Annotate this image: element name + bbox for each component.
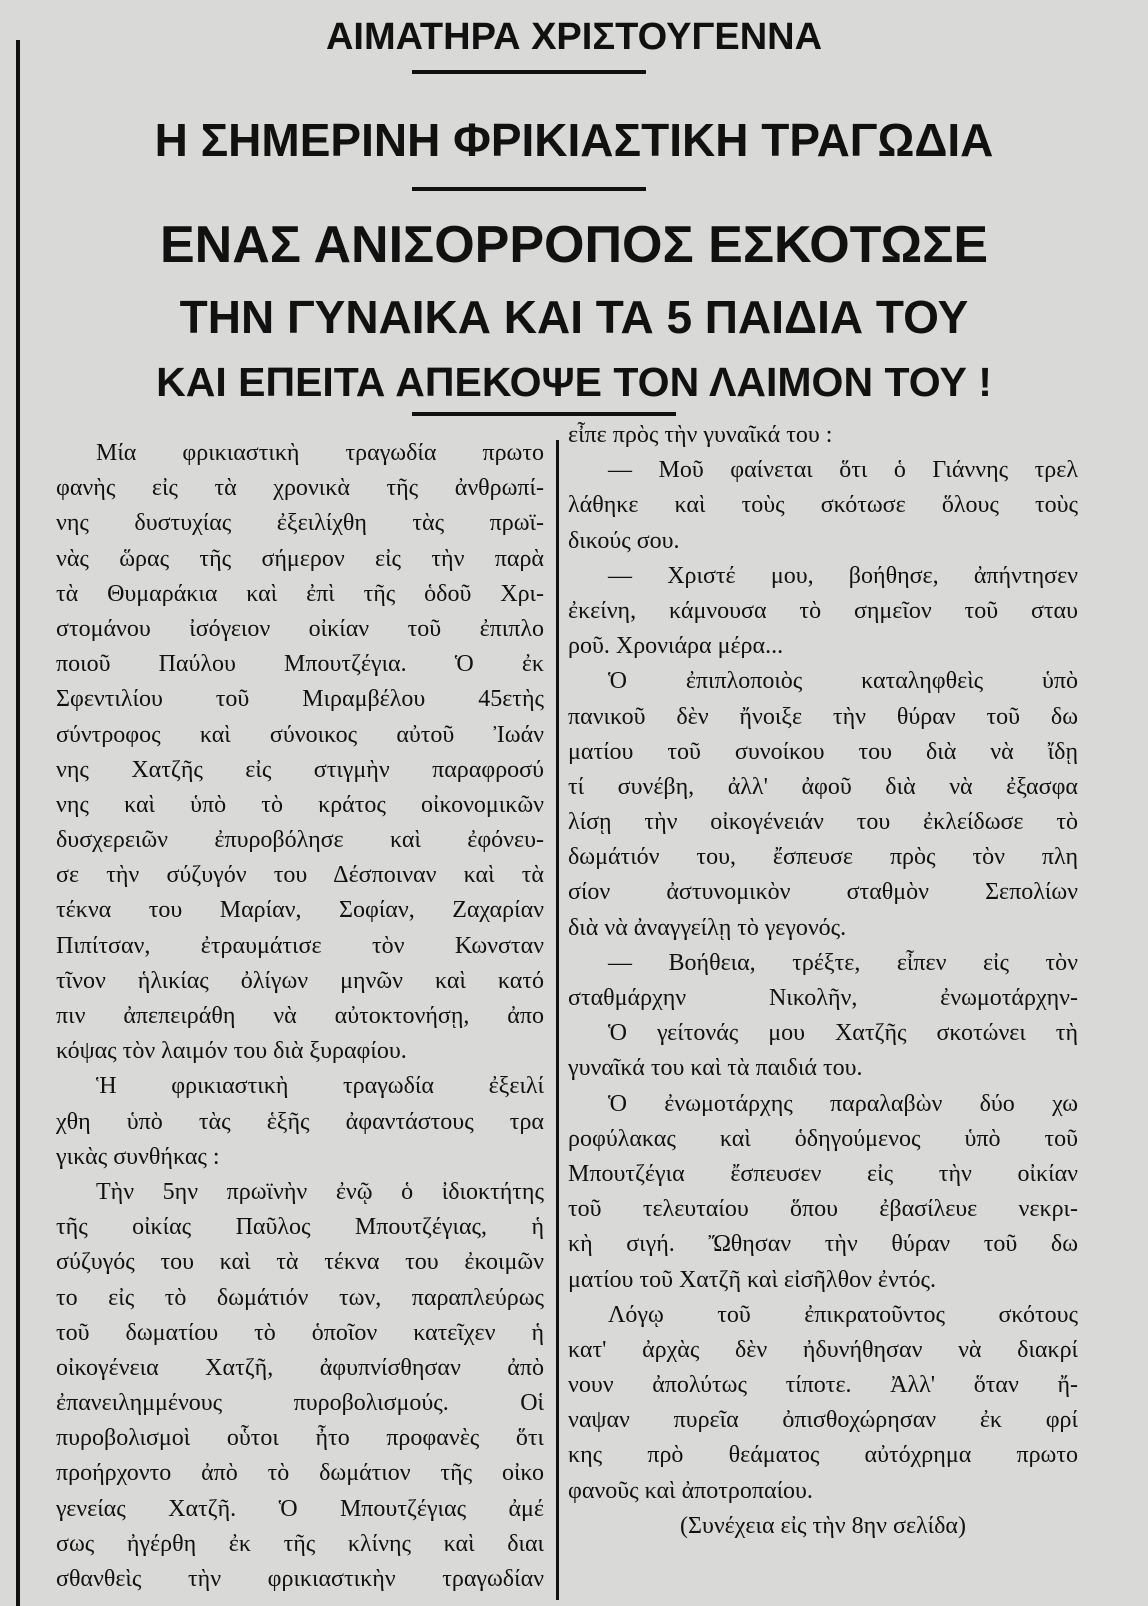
kicker-headline — [0, 14, 1148, 60]
article-line: νὰς ὥρας τῆς σήμερον εἰς τὴν παρὰ — [56, 545, 544, 572]
article-line: νης δυστυχίας ἐξειλίχθη τὰς πρωϊ- — [56, 510, 544, 537]
article-line: στομάνου ἰσόγειον οἰκίαν τοῦ ἐπιπλο — [56, 615, 544, 642]
article-left-column — [56, 436, 544, 1597]
article-line: σύντροφος καὶ σύνοικος αὐτοῦ Ἰωάν — [56, 721, 544, 748]
article-line: Ὁ γείτονάς μου Χατζῆς σκοτώνει τὴ — [608, 1020, 1078, 1047]
article-line: προήρχοντο ἀπὸ τὸ δωμάτιον τῆς οἰκο — [56, 1460, 544, 1487]
article-line: κὴ σιγή. Ὤθησαν τὴν θύραν τοῦ δω — [568, 1231, 1078, 1258]
article-right-column — [568, 418, 1078, 1544]
article-line: τέκνα του Μαρίαν, Σοφίαν, Ζαχαρίαν — [56, 897, 544, 924]
article-line: νης Χατζῆς εἰς στιγμὴν παραφροσύ — [56, 756, 544, 783]
article-line: γυναῖκά του καὶ τὰ παιδιά του. — [568, 1055, 863, 1082]
article-line: σε τὴν σύζυγόν του Δέσποιναν καὶ τὰ — [56, 862, 544, 889]
article-line: ποιοῦ Παύλου Μπουτζέγια. Ὁ ἐκ — [56, 651, 544, 678]
article-line: τὰ Θυμαράκια καὶ ἐπὶ τῆς ὁδοῦ Χρι- — [56, 580, 544, 607]
article-line: πιν ἀπεπειράθη νὰ αὐτοκτονήσῃ, ἀπο — [56, 1003, 544, 1029]
article-line: οἰκογένεια Χατζῆ, ἀφυπνίσθησαν ἀπὸ — [56, 1354, 544, 1381]
subheadline-line-2 — [0, 282, 1148, 352]
main-headline-text: Η ΣΗΜΕΡΙΝΗ ΦΡΙΚΙΑΣΤΙΚΗ ΤΡΑΓΩΔΙΑ — [154, 114, 994, 166]
article-line: Μπουτζέγια ἔσπευσεν εἰς τὴν οἰκίαν — [568, 1160, 1078, 1187]
article-line: το εἰς τὸ δωμάτιόν των, παραπλεύρως — [56, 1284, 544, 1311]
rule-2 — [412, 187, 646, 191]
article-line: εἶπε πρὸς τὴν γυναῖκά του : — [568, 422, 833, 448]
article-line: γενείας Χατζῆ. Ὁ Μπουτζέγιας ἀμέ — [56, 1495, 544, 1522]
kicker-text: ΑΙΜΑΤΗΡΑ ΧΡΙΣΤΟΥΓΕΝΝΑ — [325, 16, 823, 58]
article-line: χθη ὑπὸ τὰς ἑξῆς ἀφαντάστους τρα — [56, 1108, 544, 1135]
article-line: ματίου τοῦ Χατζῆ καὶ εἰσῆλθον ἐντός. — [568, 1266, 936, 1293]
article-line: πανικοῦ δὲν ἤνοιξε τὴν θύραν τοῦ δω — [568, 703, 1078, 730]
article-line: ἐκείνη, κάμνουσα τὸ σημεῖον τοῦ σταυ — [568, 597, 1078, 624]
article-line: λάθηκε καὶ τοὺς σκότωσε ὅλους τοὺς — [568, 492, 1078, 519]
article-line: σθανθεὶς τὴν φρικιαστικὴν τραγωδίαν — [56, 1566, 544, 1592]
article-line: (Συνέχεια εἰς τὴν 8ην σελίδα) — [679, 1512, 966, 1539]
article-line: φανὴς εἰς τὰ χρονικὰ τῆς ἀνθρωπί- — [56, 475, 544, 502]
article-line: — Χριστέ μου, βοήθησε, ἀπήντησεν — [608, 562, 1078, 589]
article-line: ἐπανειλημμένους πυροβολισμούς. Οἱ — [56, 1390, 544, 1417]
article-line: δωμάτιόν του, ἔσπευσε πρὸς τὸν πλη — [568, 844, 1078, 871]
article-line: διὰ νὰ ἀναγγείλῃ τὸ γεγονός. — [568, 914, 847, 941]
article-line: τῖνον ἡλικίας ὀλίγων μηνῶν καὶ κατό — [56, 967, 544, 994]
article-line: Μία φρικιαστικὴ τραγωδία πρωτο — [96, 440, 544, 466]
article-line: σως ἠγέρθη ἐκ τῆς κλίνης καὶ διαι — [56, 1530, 544, 1557]
article-line: Σφεντιλίου τοῦ Μιραμβέλου 45ετὴς — [56, 686, 544, 713]
article-line: κόψας τὸν λαιμόν του διὰ ξυραφίου. — [56, 1038, 407, 1065]
article-line: τί συνέβη, ἀλλ' ἀφοῦ διὰ νὰ ἐξασφα — [568, 773, 1078, 800]
rule-1 — [412, 70, 646, 74]
article-line: σίον ἀστυνομικὸν σταθμὸν Σεπολίων — [568, 879, 1078, 906]
article-line: — Βοήθεια, τρέξτε, εἶπεν εἰς τὸν — [608, 949, 1078, 976]
article-line: δυσχερειῶν ἐπυροβόλησε καὶ ἐφόνευ- — [56, 827, 544, 854]
subheadline-text-3: ΚΑΙ ΕΠΕΙΤΑ ΑΠΕΚΟΨΕ ΤΟΝ ΛΑΙΜΟΝ ΤΟΥ ! — [156, 359, 992, 405]
column-divider — [556, 440, 559, 1600]
article-line: φανοῦς καὶ ἀποτροπαίου. — [568, 1477, 813, 1504]
subheadline-line-3 — [0, 352, 1148, 412]
article-line: τοῦ δωματίου τὸ ὁποῖον κατεῖχεν ἡ — [56, 1319, 544, 1346]
article-line: ροῦ. Χρονιάρα μέρα... — [568, 633, 784, 660]
article-line: νουν ἀπολύτως τίποτε. Ἀλλ' ὅταν ἤ- — [568, 1372, 1078, 1399]
article-line: ναψαν πυρεῖα ὀπισθοχώρησαν ἐκ φρί — [568, 1407, 1078, 1434]
article-line: δικούς σου. — [568, 527, 680, 554]
article-line: σταθμάρχην Νικολῆν, ἐνωμοτάρχην- — [568, 985, 1078, 1011]
article-line: σύζυγός του καὶ τὰ τέκνα του ἐκοιμῶν — [56, 1249, 544, 1276]
article-line: Ὁ ἐνωμοτάρχης παραλαβὼν δύο χω — [608, 1090, 1078, 1117]
article-line: γικὰς συνθήκας : — [56, 1143, 220, 1170]
subheadline-text-1: ΕΝΑΣ ΑΝΙΣΟΡΡΟΠΟΣ ΕΣΚΟΤΩΣΕ — [159, 216, 989, 274]
article-line: τῆς οἰκίας Παῦλος Μπουτζέγιας, ἡ — [56, 1214, 544, 1241]
main-headline — [0, 100, 1148, 180]
article-line: λίσῃ τὴν οἰκογένειάν του ἐκλείδωσε τὸ — [568, 809, 1078, 836]
article-line: Ὁ ἐπιπλοποιὸς καταληφθεὶς ὑπὸ — [608, 668, 1078, 695]
subheadline-line-1 — [0, 210, 1148, 280]
article-line: ροφύλακας καὶ ὁδηγούμενος ὑπὸ τοῦ — [568, 1125, 1078, 1152]
subheadline-text-2: ΤΗΝ ΓΥΝΑΙΚΑ ΚΑΙ ΤΑ 5 ΠΑΙΔΙΑ ΤΟΥ — [179, 291, 969, 343]
article-line: πυροβολισμοὶ οὗτοι ἦτο προφανὲς ὅτι — [56, 1425, 544, 1452]
article-line: τοῦ τελευταίου ὅπου ἐβασίλευε νεκρι- — [568, 1196, 1078, 1223]
rule-3 — [412, 412, 676, 416]
article-line: νης καὶ ὑπὸ τὸ κράτος οἰκονομικῶν — [56, 791, 544, 818]
article-line: κατ' ἀρχὰς δὲν ἠδυνήθησαν νὰ διακρί — [568, 1336, 1078, 1363]
article-line: Λόγῳ τοῦ ἐπικρατοῦντος σκότους — [608, 1301, 1078, 1328]
article-line: Ἡ φρικιαστικὴ τραγωδία ἐξειλί — [96, 1073, 544, 1100]
article-line: Πιπίτσαν, ἐτραυμάτισε τὸν Κωνσταν — [56, 932, 544, 959]
article-line: — Μοῦ φαίνεται ὅτι ὁ Γιάννης τρελ — [608, 457, 1078, 484]
article-line: ματίου τοῦ συνοίκου του διὰ νὰ ἴδῃ — [568, 738, 1078, 765]
article-line: κης πρὸ θεάματος αὐτόχρημα πρωτο — [568, 1442, 1078, 1469]
article-line: Τὴν 5ην πρωϊνὴν ἐνῷ ὁ ἰδιοκτήτης — [96, 1178, 544, 1205]
